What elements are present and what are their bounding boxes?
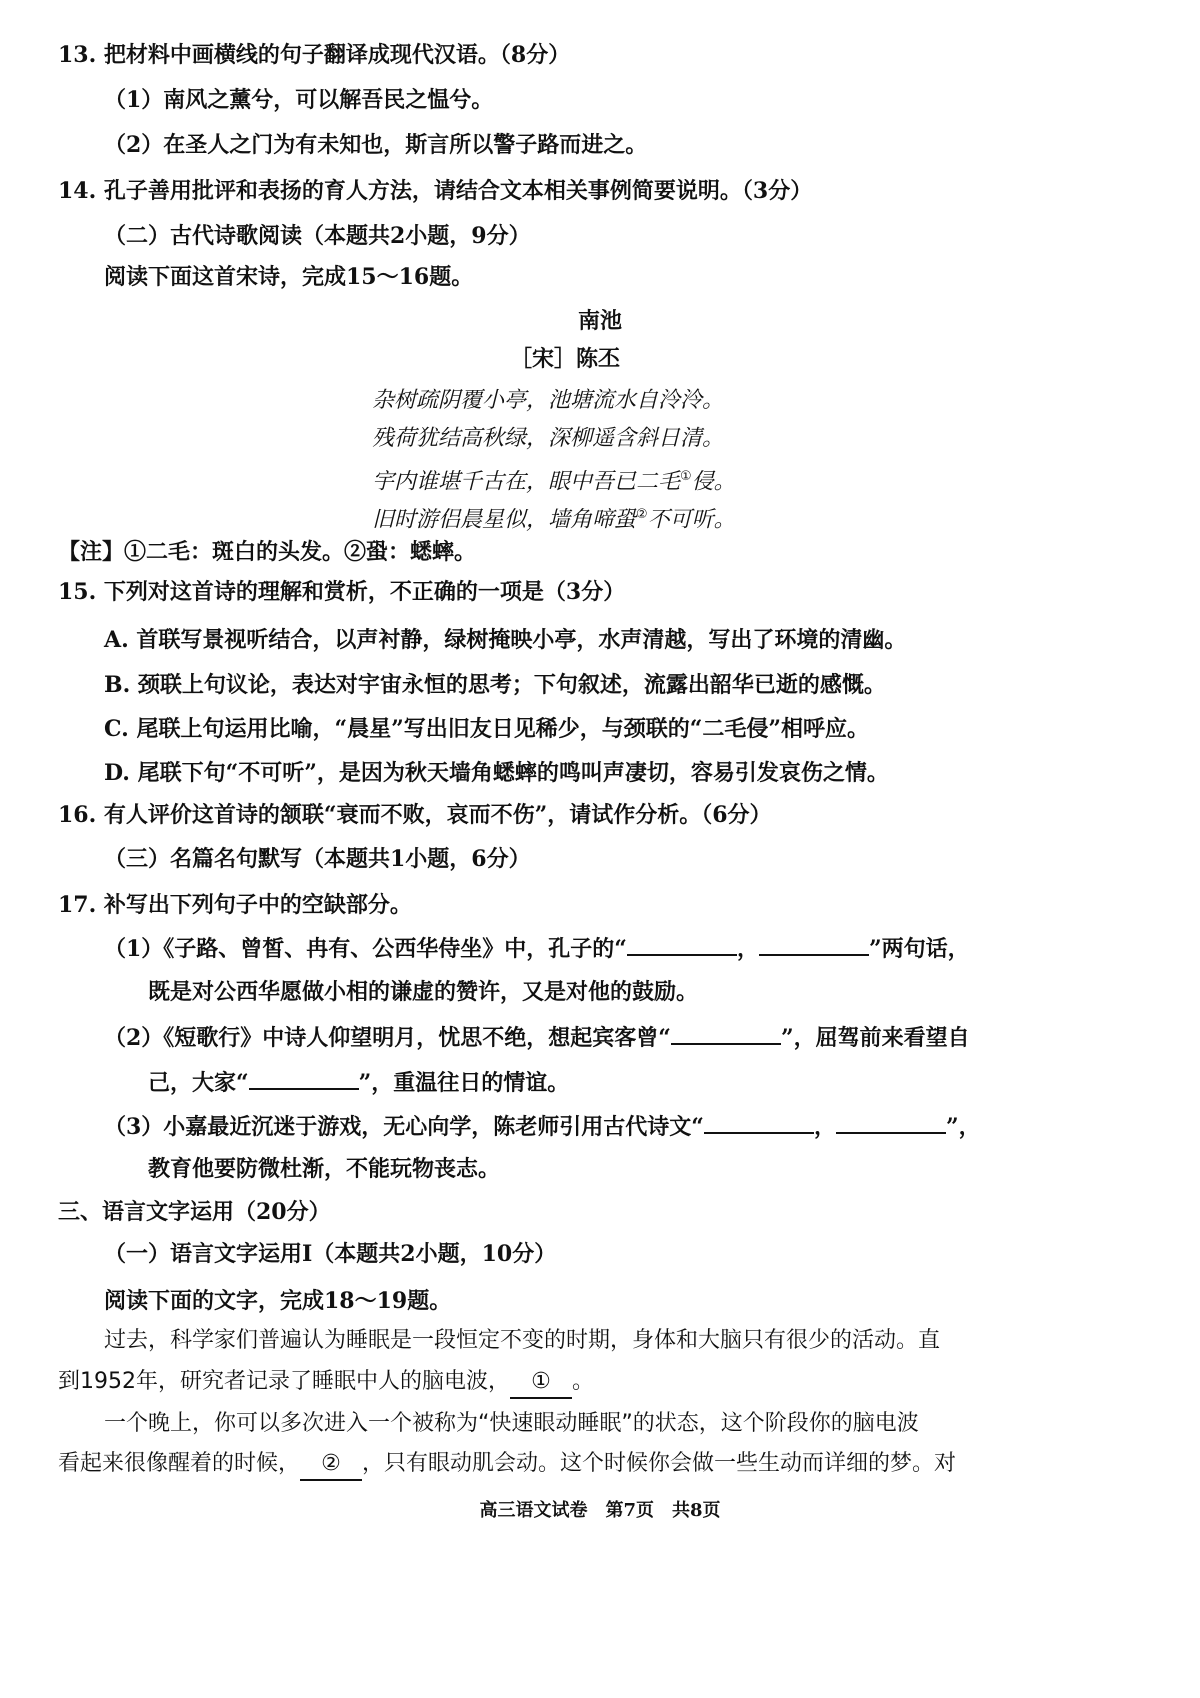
section-3-heading: （三）名篇名句默写（本题共1小题，6分） xyxy=(104,846,531,872)
q13-sentence-2: （2）在圣人之门为有未知也，斯言所以警子路而进之。 xyxy=(104,132,648,158)
q17-item-3 xyxy=(104,1110,981,1142)
passage-line-1: 过去，科学家们普遍认为睡眠是一段恒定不变的时期，身体和大脑只有很少的活动。直 xyxy=(104,1328,941,1353)
poem-line-4-text-b: 不可听。 xyxy=(647,507,736,533)
part-3-intro: 阅读下面的文字，完成18～19题。 xyxy=(104,1288,452,1314)
poem-line-3 xyxy=(372,462,736,497)
blank-marker-2[interactable]: ② xyxy=(300,1449,362,1481)
passage-line-4-end: ，只有眼动肌会动。这个时候你会做一些生动而详细的梦。对 xyxy=(362,1451,957,1476)
passage-line-2-text: 到1952年，研究者记录了睡眠中人的脑电波， xyxy=(58,1369,510,1394)
q15-option-a: A. 首联写景视听结合，以声衬静，绿树掩映小亭，水声清越，写出了环境的清幽。 xyxy=(104,627,907,653)
q17-item-1-text: （1）《子路、曾皙、冉有、公西华侍坐》中，孔子的“ xyxy=(104,936,627,962)
q17-item-3-continued: 教育他要防微杜渐，不能玩物丧志。 xyxy=(148,1156,501,1182)
answer-blank[interactable] xyxy=(671,1021,781,1045)
page-footer: 高三语文试卷 第7页 共8页 xyxy=(479,1500,721,1521)
q17-title: 17. 补写出下列句子中的空缺部分。 xyxy=(58,892,412,918)
q17-item-3-comma: ， xyxy=(813,1114,836,1140)
poem-line-2: 残荷犹结高秋绿，深柳遥含斜日清。 xyxy=(372,426,725,451)
part-3-heading: 三、语言文字运用（20分） xyxy=(58,1199,331,1225)
section-2-heading: （二）古代诗歌阅读（本题共2小题，9分） xyxy=(104,223,531,249)
q17-item-2-text-d: ”，重温往日的情谊。 xyxy=(358,1070,570,1096)
footnote-marker-2: ② xyxy=(636,507,648,522)
poem-title: 南池 xyxy=(577,309,622,334)
passage-line-2-end: 。 xyxy=(572,1369,595,1394)
answer-blank[interactable] xyxy=(836,1110,946,1134)
answer-blank[interactable] xyxy=(704,1110,814,1134)
answer-blank[interactable] xyxy=(759,932,869,956)
q17-item-2-text-c: 己，大家“ xyxy=(148,1070,249,1096)
blank-marker-1[interactable]: ① xyxy=(510,1367,572,1399)
q15-title: 15. 下列对这首诗的理解和赏析，不正确的一项是（3分） xyxy=(58,579,626,605)
q17-item-1-comma: ， xyxy=(736,936,759,962)
q13-title: 13. 把材料中画横线的句子翻译成现代汉语。（8分） xyxy=(58,42,571,68)
answer-blank[interactable] xyxy=(249,1066,359,1090)
q15-option-b: B. 颈联上句议论，表达对宇宙永恒的思考；下句叙述，流露出韶华已逝的感慨。 xyxy=(104,672,886,698)
passage-line-4 xyxy=(58,1449,956,1481)
q17-item-2-text: （2）《短歌行》中诗人仰望明月，忧思不绝，想起宾客曾“ xyxy=(104,1025,671,1051)
q17-item-3-text-end: ”， xyxy=(945,1114,981,1140)
q16-title: 16. 有人评价这首诗的颔联“衰而不败，哀而不伤”，请试作分析。（6分） xyxy=(58,802,772,828)
answer-blank[interactable] xyxy=(627,932,737,956)
passage-line-3: 一个晚上，你可以多次进入一个被称为“快速眼动睡眠”的状态，这个阶段你的脑电波 xyxy=(104,1411,919,1436)
poem-line-4 xyxy=(372,500,736,535)
poem-line-4-text-a: 旧时游侣晨星似，墙角啼蛩 xyxy=(372,507,637,533)
q17-item-2-continued xyxy=(148,1066,569,1098)
section-2-intro: 阅读下面这首宋诗，完成15～16题。 xyxy=(104,264,474,290)
q15-option-c: C. 尾联上句运用比喻，“晨星”写出旧友日见稀少，与颈联的“二毛侵”相呼应。 xyxy=(104,716,870,742)
q17-item-1-continued: 既是对公西华愿做小相的谦虚的赞许，又是对他的鼓励。 xyxy=(148,979,699,1005)
q17-item-1-text-end: ”两句话， xyxy=(868,936,970,962)
q14-title: 14. 孔子善用批评和表扬的育人方法，请结合文本相关事例简要说明。（3分） xyxy=(58,178,813,204)
passage-line-2 xyxy=(58,1367,594,1399)
part-3-subheading: （一）语言文字运用Ⅰ（本题共2小题，10分） xyxy=(104,1241,557,1267)
q17-item-3-text: （3）小嘉最近沉迷于游戏，无心向学，陈老师引用古代诗文“ xyxy=(104,1114,704,1140)
q15-option-d: D. 尾联下句“不可听”，是因为秋天墙角蟋蟀的鸣叫声凄切，容易引发哀伤之情。 xyxy=(104,760,889,786)
q17-item-1 xyxy=(104,932,970,964)
q17-item-2-text-b: ”，屈驾前来看望自 xyxy=(780,1025,970,1051)
poem-notes: 【注】①二毛：斑白的头发。②蛩：蟋蟀。 xyxy=(58,539,477,565)
poem-line-3-text-b: 侵。 xyxy=(691,469,736,495)
q17-item-2 xyxy=(104,1021,970,1053)
footnote-marker-1: ① xyxy=(680,469,692,484)
q13-sentence-1: （1）南风之薰兮，可以解吾民之愠兮。 xyxy=(104,87,494,113)
poem-line-1: 杂树疏阴覆小亭，池塘流水自泠泠。 xyxy=(372,388,725,413)
passage-line-4-text: 看起来很像醒着的时候， xyxy=(58,1451,301,1476)
poem-line-3-text-a: 宇内谁堪千古在，眼中吾已二毛 xyxy=(372,469,681,495)
poem-author: ［宋］陈丕 xyxy=(510,346,621,372)
